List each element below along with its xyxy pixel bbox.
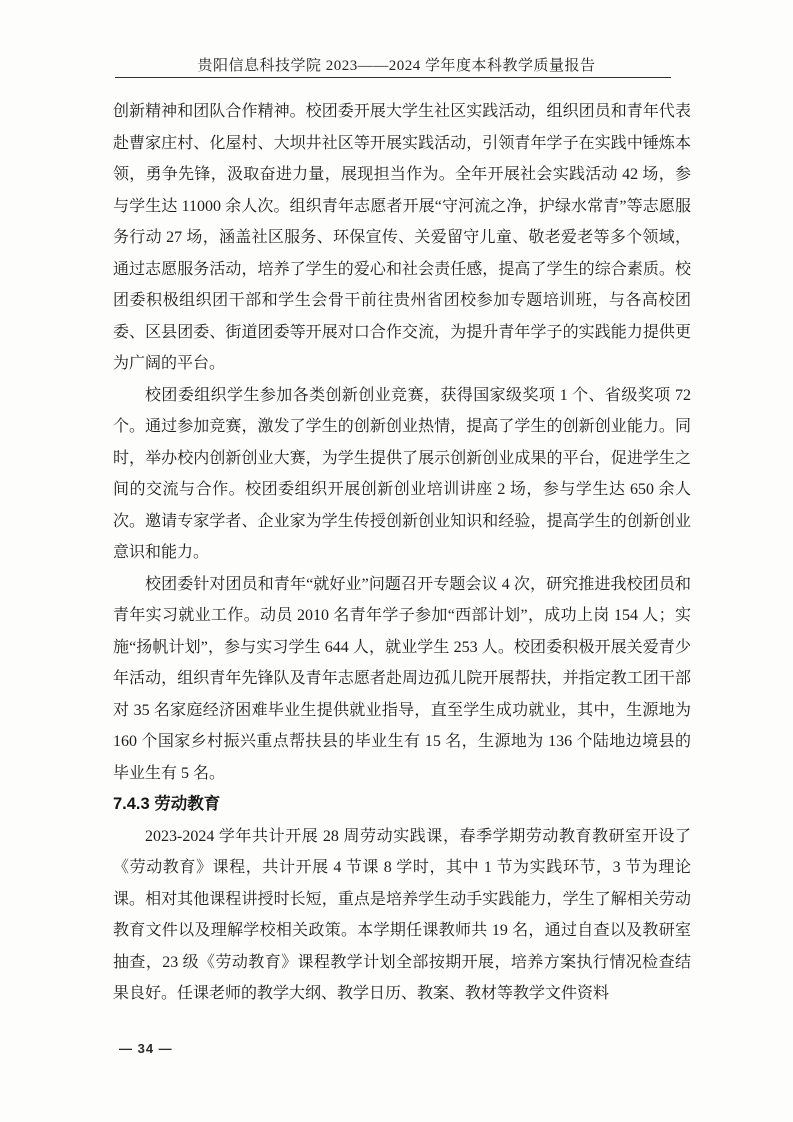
body-paragraph: 校团委组织学生参加各类创新创业竞赛，获得国家级奖项 1 个、省级奖项 72 个。通过参加竞赛，激发了学生的创新创业热情，提高了学生的创新创业能力。同时，举办校内创新创业大赛，为学生提供了展示创新创业成果的平台，促进学生之间的交流与合作。校团委组织开展创新创业培训讲座 2 场，参与学生达 650 余人次。邀请专家学者、企业家为学生传授创新创业知识和经验，提高学生的创新创业意识和能力。 — [113, 386, 691, 561]
page-number: — 34 — — [119, 1041, 173, 1056]
document-body — [113, 96, 691, 1010]
running-header-title: 贵阳信息科技学院 2023——2024 学年度本科教学质量报告 — [197, 58, 596, 74]
body-paragraph: 2023-2024 学年共计开展 28 周劳动实践课，春季学期劳动教育教研室开设了《劳动教育》课程，共计开展 4 节课 8 学时，其中 1 节为实践环节，3 节为理论课。相对其他课程讲授时长短，重点是培养学生动手实践能力，学生了解相关劳动教育文件以及理解学校相关政策。本学期任课教师共 19 名，通过自查以及教研室抽查，23 级《劳动教育》课程教学计划全部按期开展，培养方案执行情况检查结果良好。任课老师的教学大纲、教学日历、教案、教材等教学文件资料 — [113, 827, 691, 1002]
header-rule-divider — [115, 77, 671, 78]
section-heading: 7.4.3 劳动教育 — [113, 795, 221, 813]
body-paragraph: 校团委针对团员和青年“就好业”问题召开专题会议 4 次，研究推进我校团员和青年实习就业工作。动员 2010 名青年学子参加“西部计划”，成功上岗 154 人；实施“扬帆计划”，参与实习学生 644 人，就业学生 253 人。校团委积极开展关爱青少年活动，组织青年先锋队及青年志愿者赴周边孤儿院开展帮扶，并指定教工团干部对 35 名家庭经济困难毕业生提供就业指导，直至学生成功就业，其中，生源地为 160 个国家乡村振兴重点帮扶县的毕业生有 15 名，生源地为 136 个陆地边境县的毕业生有 5 名。 — [113, 575, 691, 782]
body-paragraph: 创新精神和团队合作精神。校团委开展大学生社区实践活动，组织团员和青年代表赴曹家庄村、化屋村、大坝井社区等开展实践活动，引领青年学子在实践中锤炼本领，勇争先锋，汲取奋进力量，展现担当作为。全年开展社会实践活动 42 场，参与学生达 11000 余人次。组织青年志愿者开展“守河流之净，护绿水常青”等志愿服务行动 27 场，涵盖社区服务、环保宣传、关爱留守儿童、敬老爱老等多个领域，通过志愿服务活动，培养了学生的爱心和社会责任感，提高了学生的综合素质。校团委积极组织团干部和学生会骨干前往贵州省团校参加专题培训班，与各高校团委、区县团委、街道团委等开展对口合作交流，为提升青年学子的实践能力提供更为广阔的平台。 — [113, 103, 691, 372]
